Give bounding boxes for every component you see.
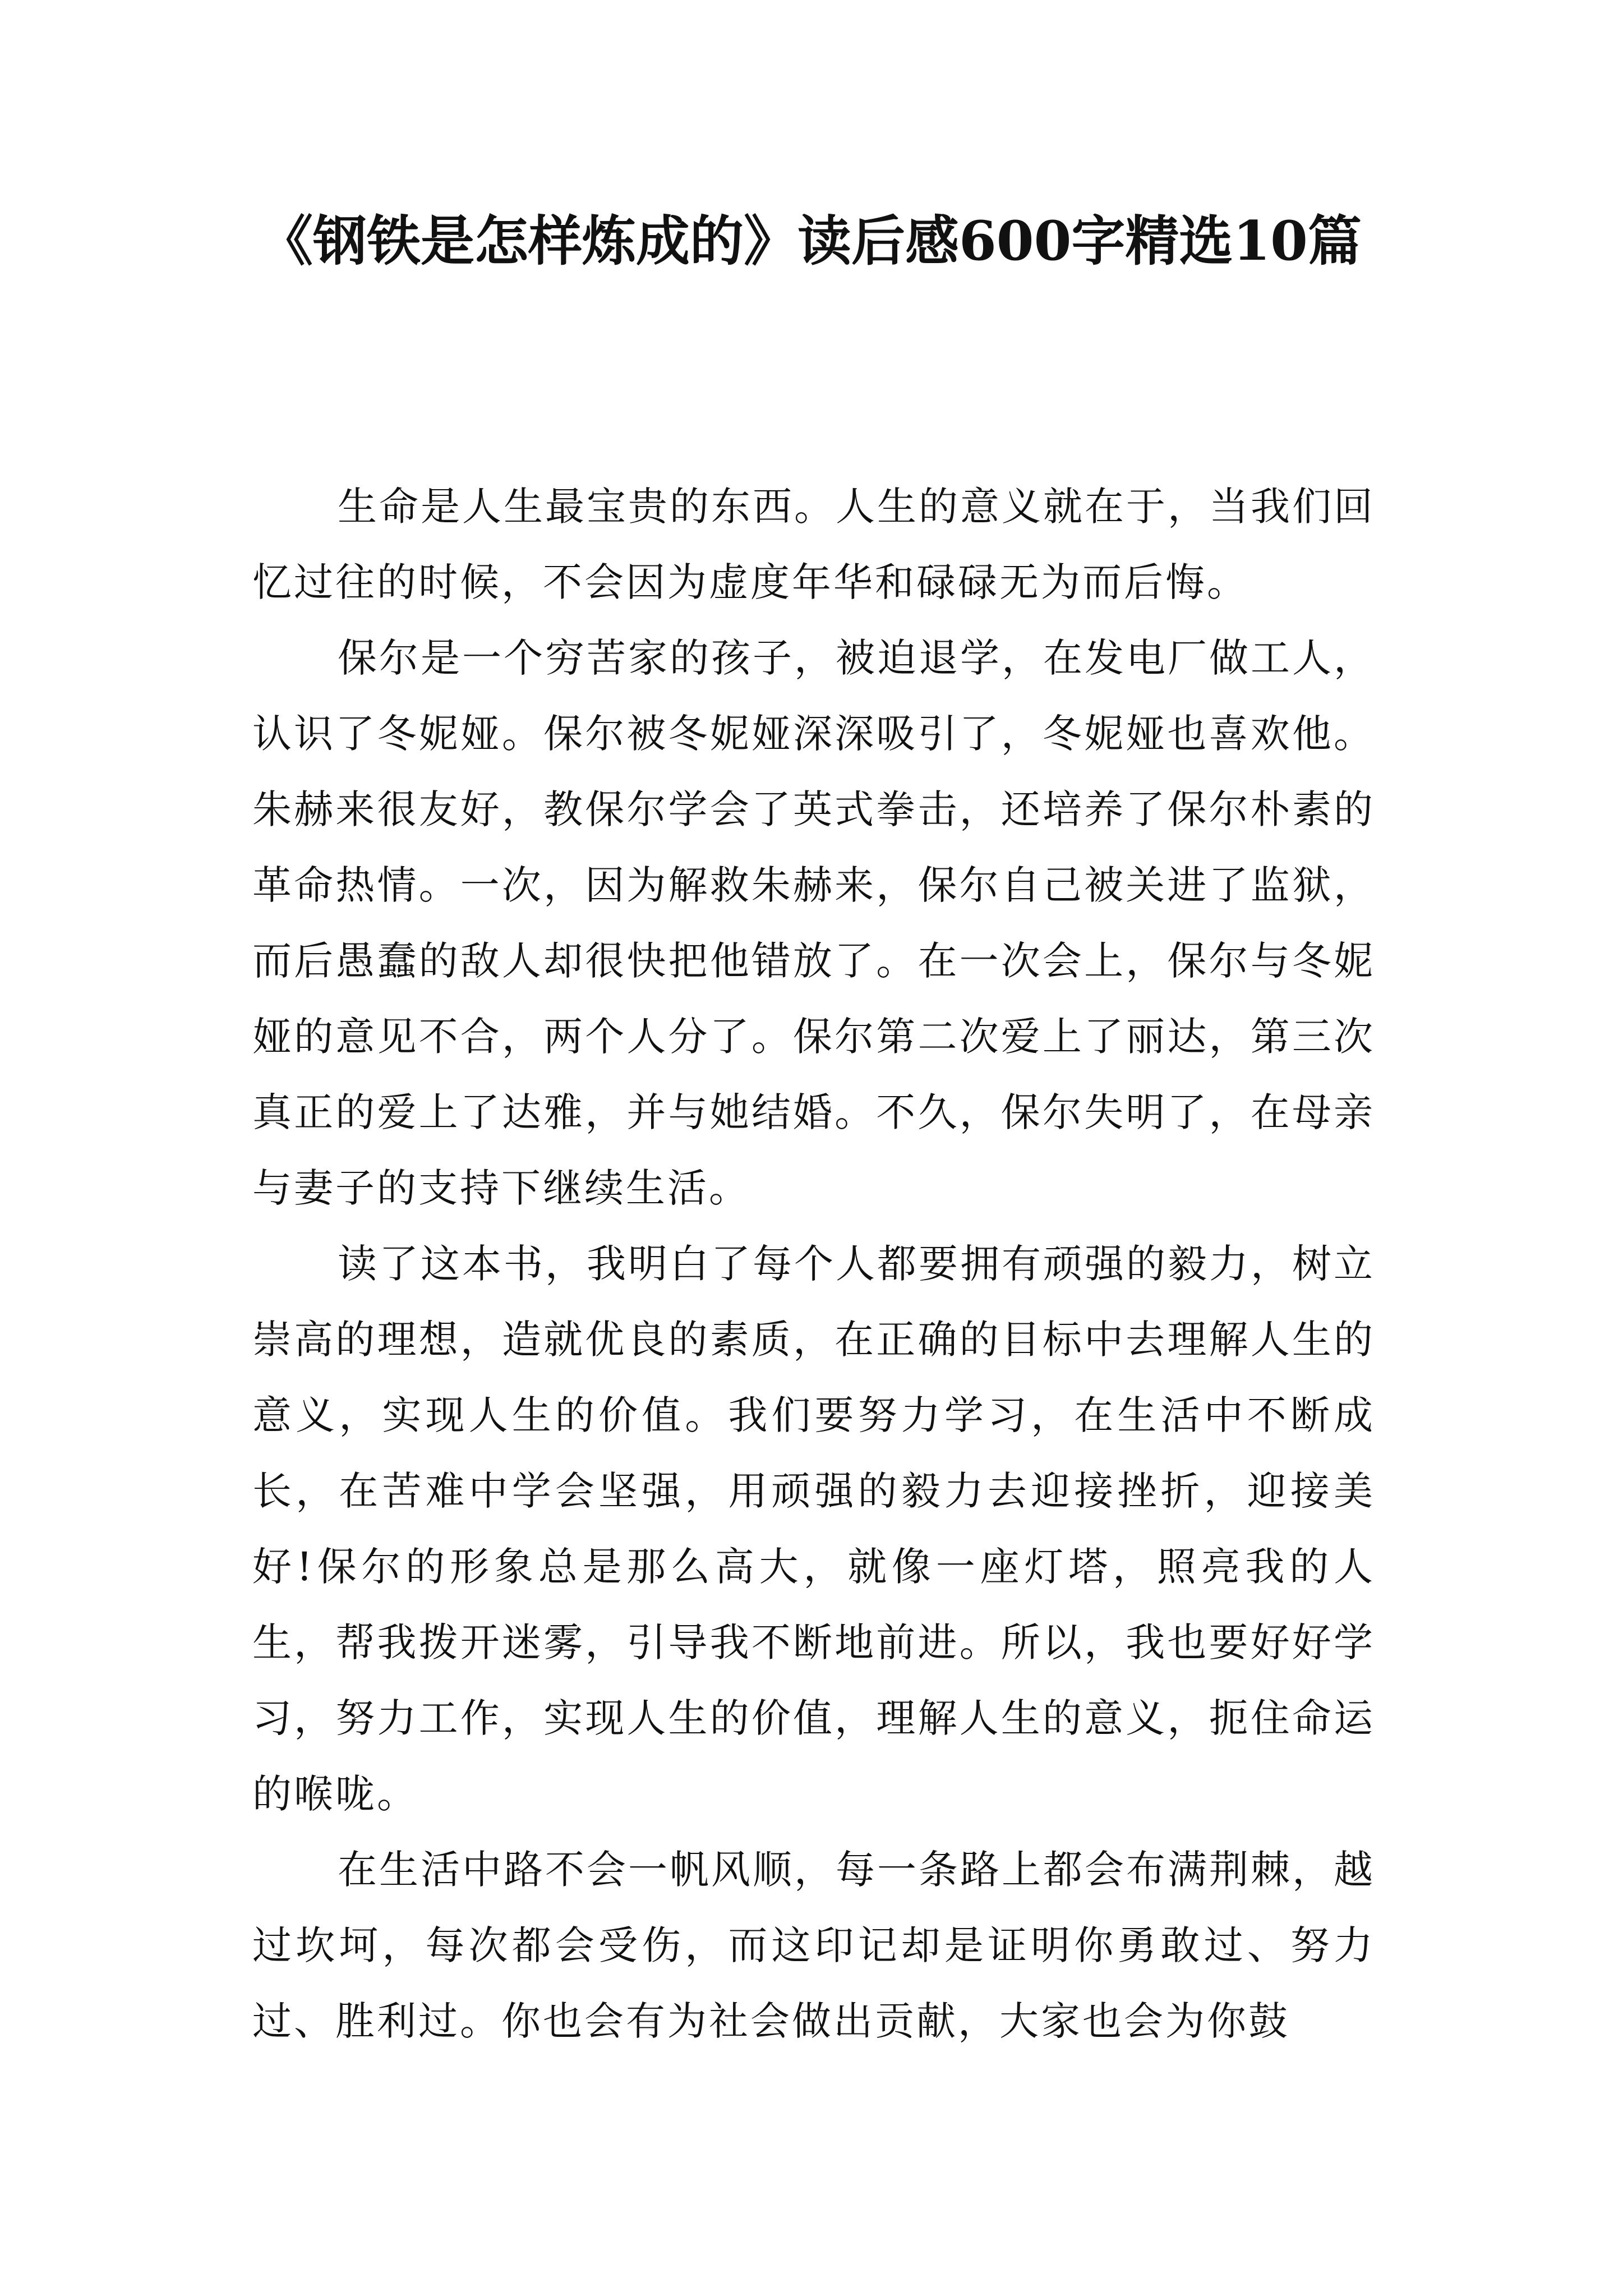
document-body — [252, 469, 1375, 2059]
paragraph: 生命是人生最宝贵的东西。人生的意义就在于，当我们回忆过往的时候，不会因为虚度年华和碌碌无为而后悔。 — [252, 484, 1375, 605]
paragraph: 读了这本书，我明白了每个人都要拥有顽强的毅力，树立崇高的理想，造就优良的素质，在正确的目标中去理解人生的意义，实现人生的价值。我们要努力学习，在生活中不断成长，在苦难中学会坚强，用顽强的毅力去迎接挫折，迎接美好!保尔的形象总是那么高大，就像一座灯塔，照亮我的人生，帮我拨开迷雾，引导我不断地前进。所以，我也要好好学习，努力工作，实现人生的价值，理解人生的意义，扼住命运的喉咙。 — [252, 1241, 1375, 1817]
paragraph: 保尔是一个穷苦家的孩子，被迫退学，在发电厂做工人，认识了冬妮娅。保尔被冬妮娅深深吸引了，冬妮娅也喜欢他。朱赫来很友好，教保尔学会了英式拳击，还培养了保尔朴素的革命热情。一次，因为解救朱赫来，保尔自己被关进了监狱，而后愚蠢的敌人却很快把他错放了。在一次会上，保尔与冬妮娅的意见不合，两个人分了。保尔第二次爱上了丽达，第三次真正的爱上了达雅，并与她结婚。不久，保尔失明了，在母亲与妻子的支持下继续生活。 — [252, 635, 1375, 1211]
document-title: 《钢铁是怎样炼成的》读后感600字精选10篇 — [259, 209, 1362, 273]
paragraph: 在生活中路不会一帆风顺，每一条路上都会布满荆棘，越过坎坷，每次都会受伤，而这印记却是证明你勇敢过、努力过、胜利过。你也会有为社会做出贡献，大家也会为你鼓 — [252, 1847, 1375, 2044]
